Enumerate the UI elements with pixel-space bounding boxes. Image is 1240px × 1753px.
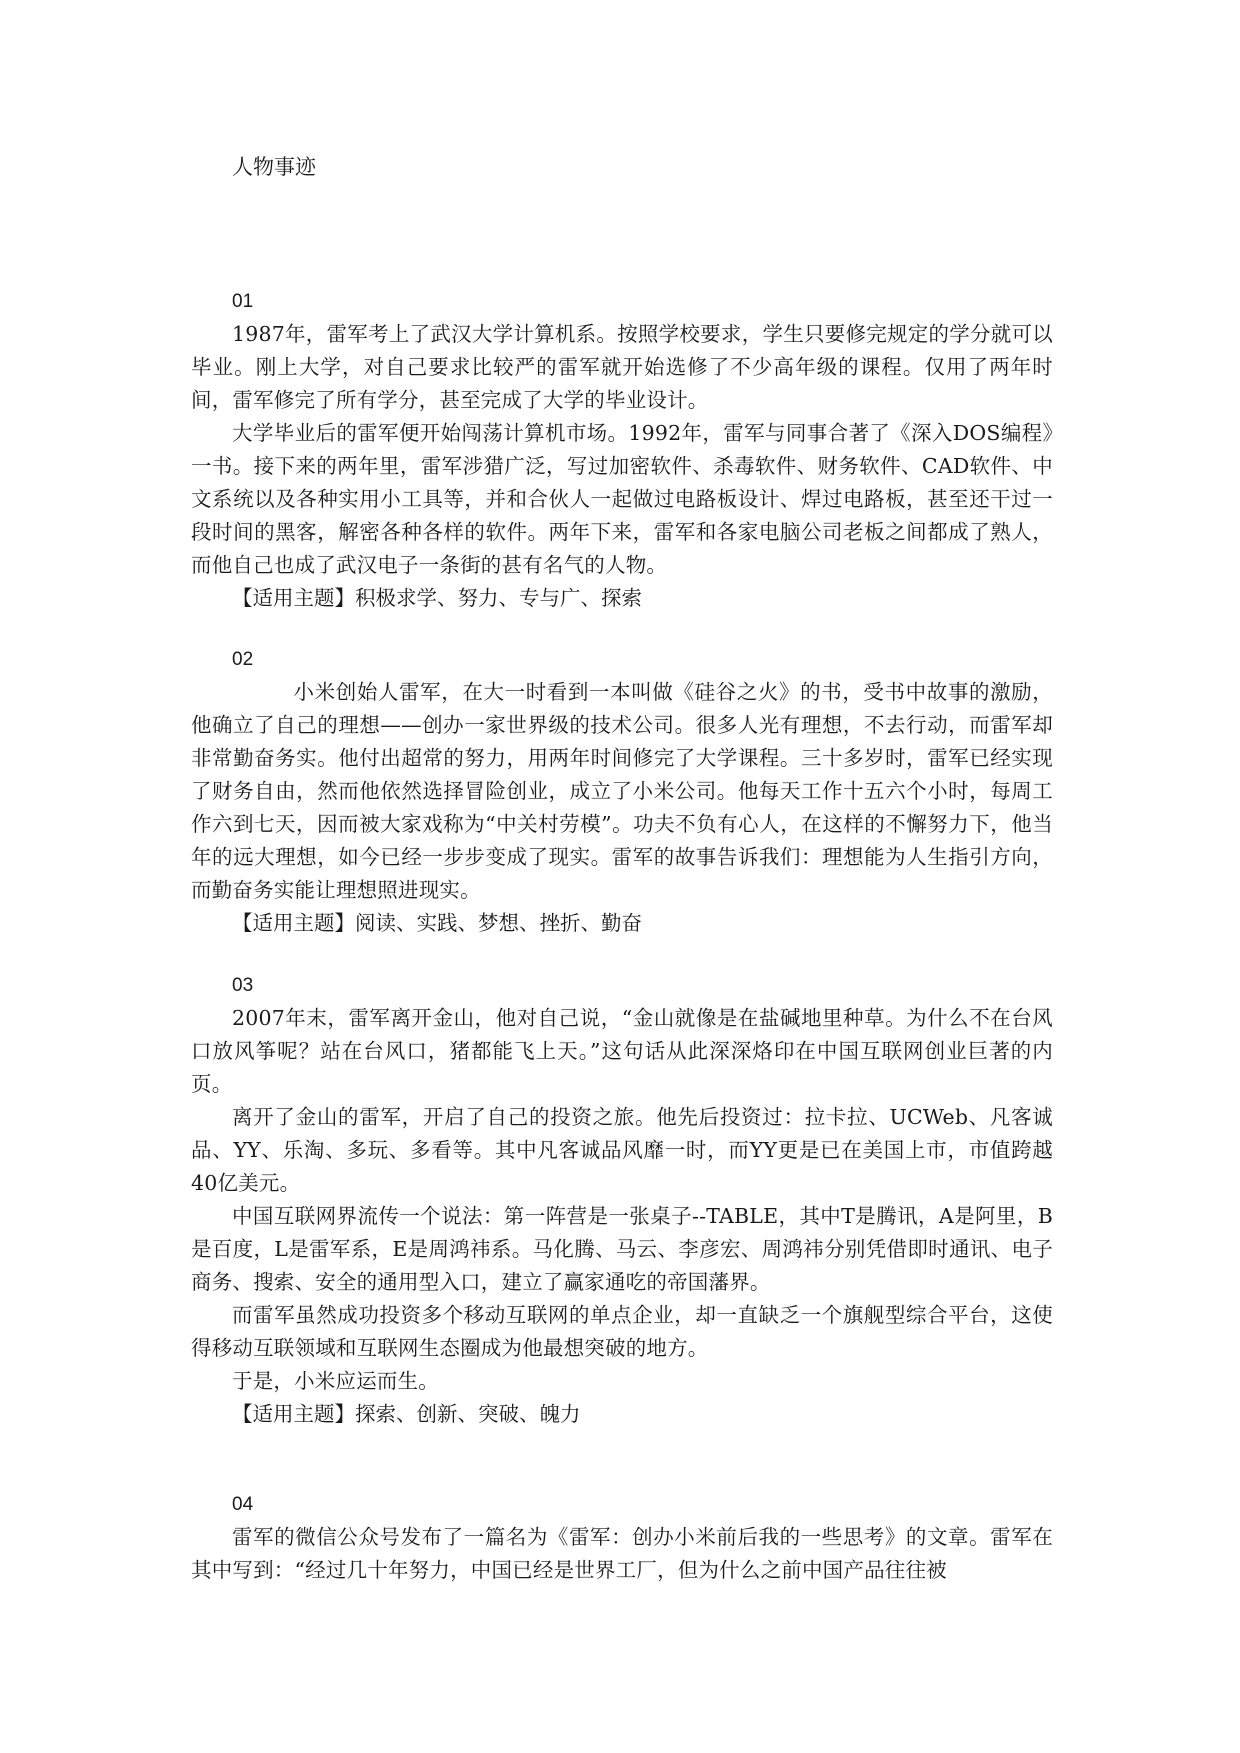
theme-line: 【适用主题】探索、创新、突破、魄力: [232, 1402, 581, 1426]
section-number: 01: [232, 291, 254, 312]
section-04: [191, 1488, 1053, 1587]
section-number: 04: [232, 1494, 254, 1515]
paragraph: 大学毕业后的雷军便开始闯荡计算机市场。1992年，雷军与同事合著了《深入DOS编程》一书。接下来的两年里，雷军涉猎广泛，写过加密软件、杀毒软件、财务软件、CAD软件、中文系统以及各种实用小工具等，并和合伙人一起做过电路板设计、焊过电路板，甚至还干过一段时间的黑客，解密各种各样的软件。两年下来，雷军和各家电脑公司老板之间都成了熟人，而他自己也成了武汉电子一条街的甚有名气的人物。: [191, 421, 1053, 577]
section-number: 03: [232, 975, 254, 996]
theme-line: 【适用主题】积极求学、努力、专与广、探索: [232, 586, 642, 610]
paragraph: 雷军的微信公众号发布了一篇名为《雷军：创办小米前后我的一些思考》的文章。雷军在其中写到：“经过几十年努力，中国已经是世界工厂，但为什么之前中国产品往往被: [191, 1525, 1053, 1582]
paragraph: 于是，小米应运而生。: [232, 1369, 439, 1393]
section-01: [191, 285, 1053, 615]
paragraph: 中国互联网界流传一个说法：第一阵营是一张桌子--TABLE，其中T是腾讯，A是阿里，B是百度，L是雷军系，E是周鸿祎系。马化腾、马云、李彦宏、周鸿祎分别凭借即时通讯、电子商务、搜索、安全的通用型入口，建立了赢家通吃的帝国藩界。: [191, 1204, 1053, 1294]
paragraph: 1987年，雷军考上了武汉大学计算机系。按照学校要求，学生只要修完规定的学分就可以毕业。刚上大学，对自己要求比较严的雷军就开始选修了不少高年级的课程。仅用了两年时间，雷军修完了所有学分，甚至完成了大学的毕业设计。: [191, 322, 1053, 412]
section-02: [191, 643, 1053, 940]
page-title: 人物事迹: [232, 155, 316, 179]
paragraph: 2007年末，雷军离开金山，他对自己说，“金山就像是在盐碱地里种草。为什么不在台风口放风筝呢？站在台风口，猪都能飞上天。”这句话从此深深烙印在中国互联网创业巨著的内页。: [191, 1006, 1053, 1096]
paragraph: 小米创始人雷军，在大一时看到一本叫做《硅谷之火》的书，受书中故事的激励，他确立了自己的理想——创办一家世界级的技术公司。很多人光有理想，不去行动，而雷军却非常勤奋务实。他付出超常的努力，用两年时间修完了大学课程。三十多岁时，雷军已经实现了财务自由，然而他依然选择冒险创业，成立了小米公司。他每天工作十五六个小时，每周工作六到七天，因而被大家戏称为“中关村劳模”。功夫不负有心人，在这样的不懈努力下，他当年的远大理想，如今已经一步步变成了现实。雷军的故事告诉我们：理想能为人生指引方向，而勤奋务实能让理想照进现实。: [191, 680, 1053, 902]
theme-line: 【适用主题】阅读、实践、梦想、挫折、勤奋: [232, 911, 642, 935]
paragraph: 离开了金山的雷军，开启了自己的投资之旅。他先后投资过：拉卡拉、UCWeb、凡客诚品、YY、乐淘、多玩、多看等。其中凡客诚品风靡一时，而YY更是已在美国上市，市值跨越40亿美元。: [191, 1105, 1053, 1195]
section-number: 02: [232, 649, 254, 670]
paragraph: 而雷军虽然成功投资多个移动互联网的单点企业，却一直缺乏一个旗舰型综合平台，这使得移动互联领域和互联网生态圈成为他最想突破的地方。: [191, 1303, 1053, 1360]
section-03: [191, 969, 1053, 1431]
